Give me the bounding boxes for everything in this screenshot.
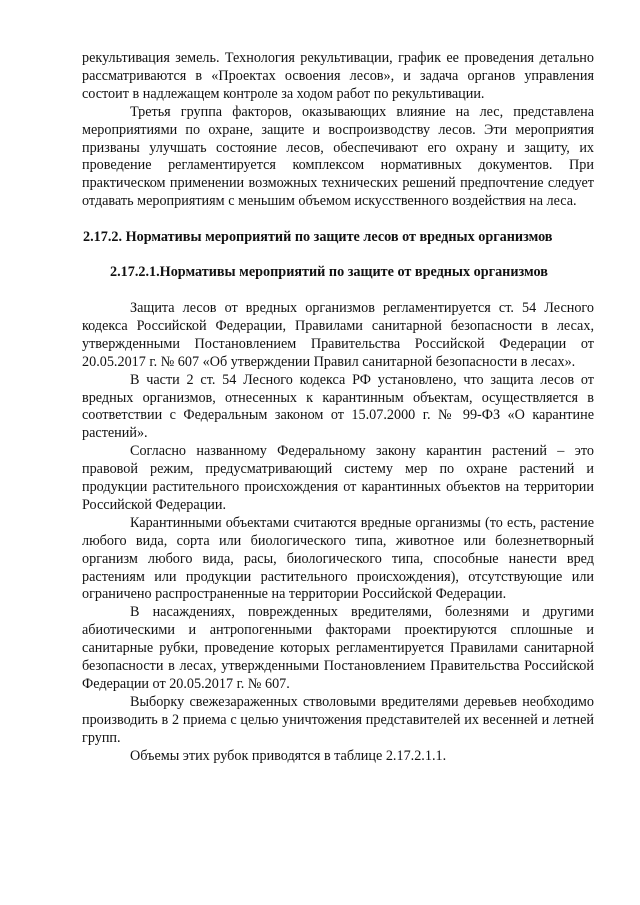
paragraph-tree-selection: Выборку свежезараженных стволовыми вредителями деревьев необходимо производить в 2 приема с целью уничтожения представителей их весенней и летней групп.: [82, 693, 594, 746]
paragraph-damaged-stands: В насаждениях, поврежденных вредителями, болезнями и другими абиотическими и антропогенными факторами проектируются сплошные и санитарные рубки, проведение которых регламентируется Правилами санитарной безопасности в лесах, утвержденными Постановлением Правительства Российской Федерации от 20.05.2017 г. № 607.: [82, 604, 594, 692]
paragraph-article-54: В части 2 ст. 54 Лесного кодекса РФ установлено, что защита лесов от вредных организмов, отнесенных к карантинным объектам, осуществляется в соответствии с Федеральным законом от 15.07.2000 г. № 99-ФЗ «О карантине растений».: [82, 371, 594, 442]
paragraph-table-reference: Объемы этих рубок приводятся в таблице 2.17.2.1.1.: [130, 747, 447, 764]
paragraph-forest-protection-regulation: Защита лесов от вредных организмов регламентируется ст. 54 Лесного кодекса Российской Федерации, Правилами санитарной безопасности в лесах, утвержденными Постановлением Правительства Российской Федерации от 20.05.2017 г. № 607 «Об утверждении Правил санитарной безопасности в лесах».: [82, 299, 594, 370]
subsection-heading: 2.17.2.1.Нормативы мероприятий по защите от вредных организмов: [110, 264, 548, 281]
paragraph-quarantine-definition: Согласно названному Федеральному закону карантин растений – это правовой режим, предусматривающий систему мер по охране растений и продукции растительного происхождения от карантинных объектов на территории Российской Федерации.: [82, 443, 594, 513]
document-page: [82, 50, 594, 766]
paragraph-recultivation: рекультивация земель. Технология рекультивации, график ее проведения детально рассматриваются в «Проектах освоения лесов», и задача органов управления состоит в надлежащем контроле за ходом работ по рекультивации.: [82, 50, 594, 102]
paragraph-third-factor-group: Третья группа факторов, оказывающих влияние на лес, представлена мероприятиями по охране, защите и воспроизводству лесов. Эти мероприятия призваны улучшать состояние лесов, обеспечивают его охрану и защиту, их проведение регламентируется комплексом нормативных документов. При практическом применении возможных технических решений предпочтение следует отдавать мероприятиям с меньшим объемом искусственного воздействия на леса.: [82, 103, 594, 210]
paragraph-quarantine-objects: Карантинными объектами считаются вредные организмы (то есть, растение любого вида, сорта или биологического типа, животное или болезнетворный организм любого вида, расы, биологического типа, способные нанести вред растениям или продукции растительного происхождения), отсутствующие или ограничено распространенные на территории Российской Федерации.: [82, 514, 594, 603]
section-heading: 2.17.2. Нормативы мероприятий по защите лесов от вредных организмов: [83, 229, 553, 246]
